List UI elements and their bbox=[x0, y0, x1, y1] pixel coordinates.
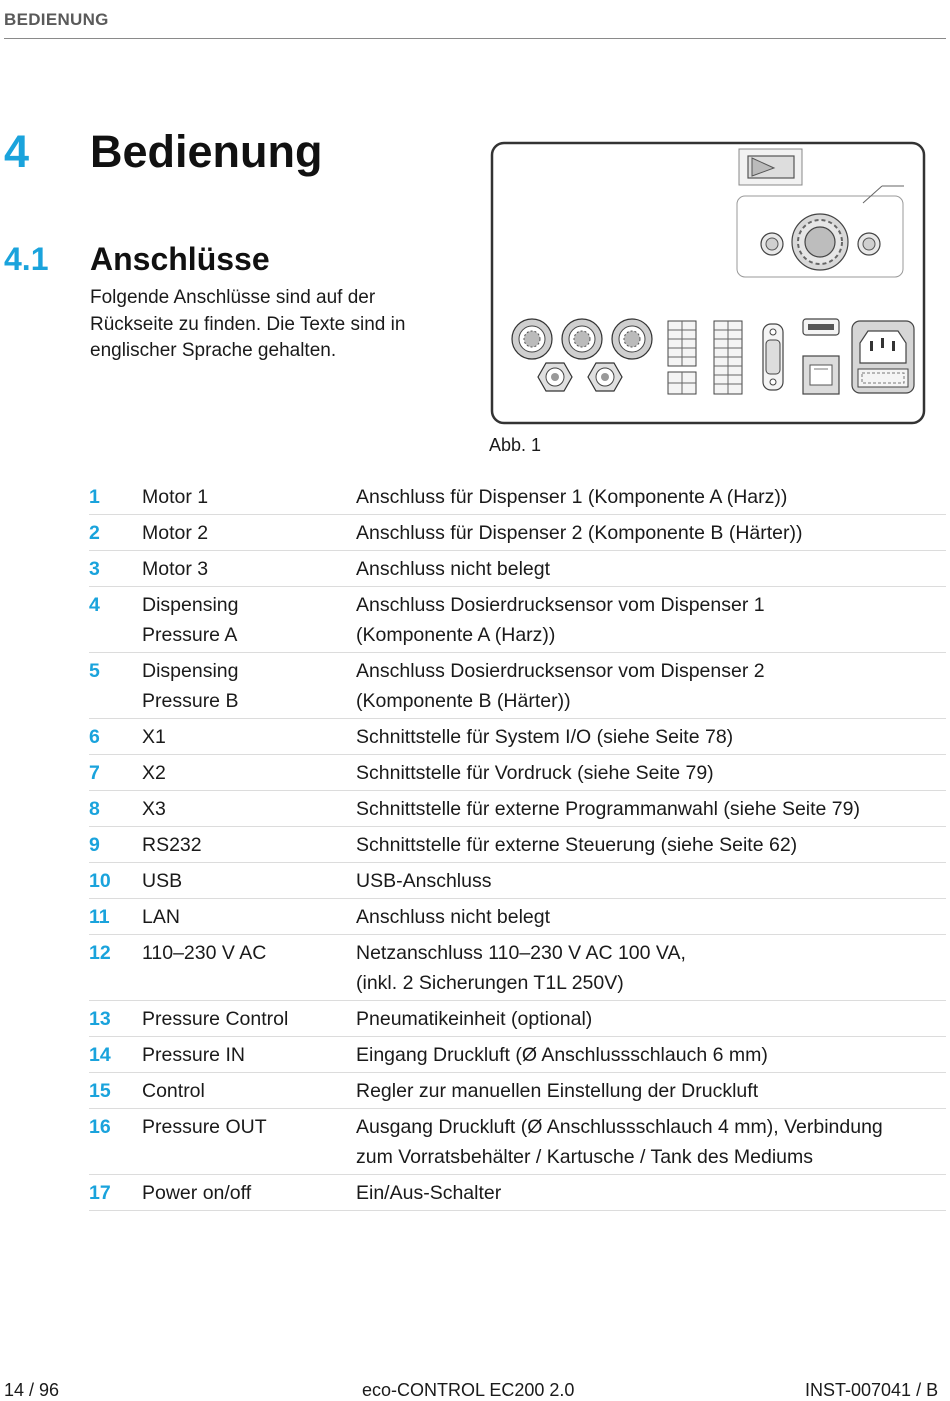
connection-description bbox=[356, 656, 946, 716]
connection-name bbox=[142, 758, 356, 788]
row-number: 9 bbox=[89, 834, 100, 856]
connection-name bbox=[142, 722, 356, 752]
table-row bbox=[89, 1109, 946, 1175]
connection-description bbox=[356, 830, 946, 860]
connection-name-line: USB bbox=[142, 870, 183, 892]
connection-description-line: Netzanschluss 110–230 V AC 100 VA, bbox=[356, 942, 686, 964]
connection-description-line: Anschluss für Dispenser 1 (Komponente A (Harz)) bbox=[356, 486, 788, 508]
connection-description bbox=[356, 866, 946, 896]
row-number: 3 bbox=[89, 558, 100, 580]
row-number: 15 bbox=[89, 1080, 111, 1102]
table-row bbox=[89, 863, 946, 899]
running-header: BEDIENUNG bbox=[4, 10, 109, 29]
connection-name bbox=[142, 482, 356, 512]
row-number: 8 bbox=[89, 798, 100, 820]
table-row bbox=[89, 551, 946, 587]
row-number: 2 bbox=[89, 522, 100, 544]
connection-name bbox=[142, 866, 356, 896]
connection-description-line: Anschluss für Dispenser 2 (Komponente B (Härter)) bbox=[356, 522, 803, 544]
connection-description-line: Anschluss nicht belegt bbox=[356, 906, 551, 928]
connection-description bbox=[356, 1076, 946, 1106]
intro-line: Folgende Anschlüsse sind auf der bbox=[90, 287, 376, 308]
connection-description bbox=[356, 554, 946, 584]
connection-name bbox=[142, 656, 356, 716]
connection-description bbox=[356, 482, 946, 512]
section-title: Anschlüsse bbox=[90, 241, 270, 277]
connection-description-line: Eingang Druckluft (Ø Anschlussschlauch 6 mm) bbox=[356, 1044, 768, 1066]
connection-name-line: X3 bbox=[142, 798, 166, 820]
connection-description-line: Anschluss Dosierdrucksensor vom Dispenser 2 bbox=[356, 660, 765, 682]
connection-description bbox=[356, 1040, 946, 1070]
table-row bbox=[89, 719, 946, 755]
chapter-title: Bedienung bbox=[90, 126, 323, 177]
row-number: 5 bbox=[89, 660, 100, 682]
row-number: 7 bbox=[89, 762, 100, 784]
footer-product-name: eco-CONTROL EC200 2.0 bbox=[362, 1380, 575, 1400]
footer-page-number: 14 / 96 bbox=[4, 1380, 60, 1400]
motor-connector-icon bbox=[612, 319, 652, 359]
pressure-control-icon bbox=[737, 186, 904, 277]
connection-description-line: zum Vorratsbehälter / Kartusche / Tank des Mediums bbox=[356, 1146, 814, 1168]
connection-name-line: Dispensing bbox=[142, 660, 239, 682]
pressure-sensor-connector-icon bbox=[538, 363, 572, 391]
connection-name bbox=[142, 902, 356, 932]
connection-name bbox=[142, 518, 356, 548]
table-row bbox=[89, 653, 946, 719]
row-number: 16 bbox=[89, 1116, 111, 1138]
connection-description bbox=[356, 902, 946, 932]
connection-name bbox=[142, 1178, 356, 1208]
connection-description-line: (inkl. 2 Sicherungen T1L 250V) bbox=[356, 972, 624, 994]
table-row bbox=[89, 1001, 946, 1037]
row-number: 13 bbox=[89, 1008, 111, 1030]
table-row bbox=[89, 1037, 946, 1073]
connection-name-line: RS232 bbox=[142, 834, 202, 856]
row-number: 6 bbox=[89, 726, 100, 748]
connection-description bbox=[356, 938, 946, 998]
connection-description bbox=[356, 518, 946, 548]
section-number: 4.1 bbox=[4, 241, 49, 277]
figure-caption: Abb. 1 bbox=[489, 435, 542, 455]
table-row bbox=[89, 791, 946, 827]
usb-port-icon bbox=[803, 319, 839, 335]
row-number: 17 bbox=[89, 1182, 111, 1204]
connection-description-line: (Komponente A (Harz)) bbox=[356, 624, 556, 646]
connection-description-line: Anschluss nicht belegt bbox=[356, 558, 551, 580]
intro-paragraph bbox=[90, 285, 470, 365]
connection-description bbox=[356, 722, 946, 752]
connection-name bbox=[142, 1112, 356, 1172]
connection-name-line: X2 bbox=[142, 762, 166, 784]
connection-name-line: LAN bbox=[142, 906, 180, 928]
connection-name-line: Pressure A bbox=[142, 624, 238, 646]
connection-description-line: USB-Anschluss bbox=[356, 870, 492, 892]
connection-name-line: Motor 1 bbox=[142, 486, 209, 508]
intro-line: englischer Sprache gehalten. bbox=[90, 340, 337, 361]
connection-name bbox=[142, 938, 356, 998]
table-row bbox=[89, 587, 946, 653]
table-row bbox=[89, 755, 946, 791]
rear-panel-illustration bbox=[490, 141, 928, 427]
connection-description bbox=[356, 590, 946, 650]
power-switch-icon bbox=[739, 149, 802, 185]
table-row bbox=[89, 1175, 946, 1211]
row-number: 1 bbox=[89, 486, 100, 508]
row-number: 14 bbox=[89, 1044, 111, 1066]
connection-description-line: Pneumatikeinheit (optional) bbox=[356, 1008, 593, 1030]
chapter-number: 4 bbox=[4, 126, 30, 177]
connection-description bbox=[356, 794, 946, 824]
connection-name-line: Motor 3 bbox=[142, 558, 209, 580]
footer-document-id: INST-007041 / B bbox=[805, 1380, 939, 1400]
connection-description-line: (Komponente B (Härter)) bbox=[356, 690, 571, 712]
connection-name bbox=[142, 590, 356, 650]
terminal-block-icon bbox=[714, 321, 742, 394]
connection-description bbox=[356, 1112, 946, 1172]
connection-name bbox=[142, 1040, 356, 1070]
rear-panel-figure bbox=[490, 141, 928, 427]
connection-name-line: X1 bbox=[142, 726, 166, 748]
pressure-sensor-connector-icon bbox=[588, 363, 622, 391]
rs232-connector-icon bbox=[763, 324, 783, 390]
table-row bbox=[89, 935, 946, 1001]
terminal-block-icon bbox=[668, 321, 696, 394]
connection-name-line: Pressure IN bbox=[142, 1044, 245, 1066]
connection-name-line: Pressure B bbox=[142, 690, 239, 712]
connection-description bbox=[356, 1178, 946, 1208]
connection-name-line: Control bbox=[142, 1080, 205, 1102]
lan-port-icon bbox=[803, 356, 839, 394]
row-number: 11 bbox=[89, 906, 110, 928]
connection-description-line: Regler zur manuellen Einstellung der Druckluft bbox=[356, 1080, 759, 1102]
connection-name-line: Pressure Control bbox=[142, 1008, 289, 1030]
motor-connector-icon bbox=[562, 319, 602, 359]
connection-description-line: Ausgang Druckluft (Ø Anschlussschlauch 4 mm), Verbindung bbox=[356, 1116, 883, 1138]
table-row bbox=[89, 479, 946, 515]
motor-connector-icon bbox=[512, 319, 552, 359]
connection-name-line: 110–230 V AC bbox=[142, 942, 267, 964]
connection-description bbox=[356, 758, 946, 788]
table-row bbox=[89, 899, 946, 935]
connection-description-line: Schnittstelle für System I/O (siehe Seite 78) bbox=[356, 726, 734, 748]
connection-name-line: Pressure OUT bbox=[142, 1116, 267, 1138]
connection-name bbox=[142, 1004, 356, 1034]
header-rule bbox=[4, 38, 946, 39]
power-inlet-icon bbox=[852, 321, 914, 393]
connection-name-line: Motor 2 bbox=[142, 522, 209, 544]
connection-description-line: Schnittstelle für Vordruck (siehe Seite 79) bbox=[356, 762, 714, 784]
connection-description-line: Schnittstelle für externe Programmanwahl (siehe Seite 79) bbox=[356, 798, 860, 820]
table-row bbox=[89, 827, 946, 863]
connection-name bbox=[142, 794, 356, 824]
row-number: 12 bbox=[89, 942, 111, 964]
connection-name-line: Power on/off bbox=[142, 1182, 252, 1204]
connection-description-line: Schnittstelle für externe Steuerung (siehe Seite 62) bbox=[356, 834, 798, 856]
connection-description-line: Ein/Aus-Schalter bbox=[356, 1182, 502, 1204]
table-row bbox=[89, 515, 946, 551]
connections-table bbox=[89, 479, 946, 1211]
connection-description-line: Anschluss Dosierdrucksensor vom Dispenser 1 bbox=[356, 594, 765, 616]
intro-line: Rückseite zu finden. Die Texte sind in bbox=[90, 313, 406, 335]
connection-name-line: Dispensing bbox=[142, 594, 239, 616]
row-number: 4 bbox=[89, 594, 100, 616]
table-row bbox=[89, 1073, 946, 1109]
connection-description bbox=[356, 1004, 946, 1034]
connection-name bbox=[142, 1076, 356, 1106]
row-number: 10 bbox=[89, 870, 111, 892]
connection-name bbox=[142, 830, 356, 860]
connection-name bbox=[142, 554, 356, 584]
